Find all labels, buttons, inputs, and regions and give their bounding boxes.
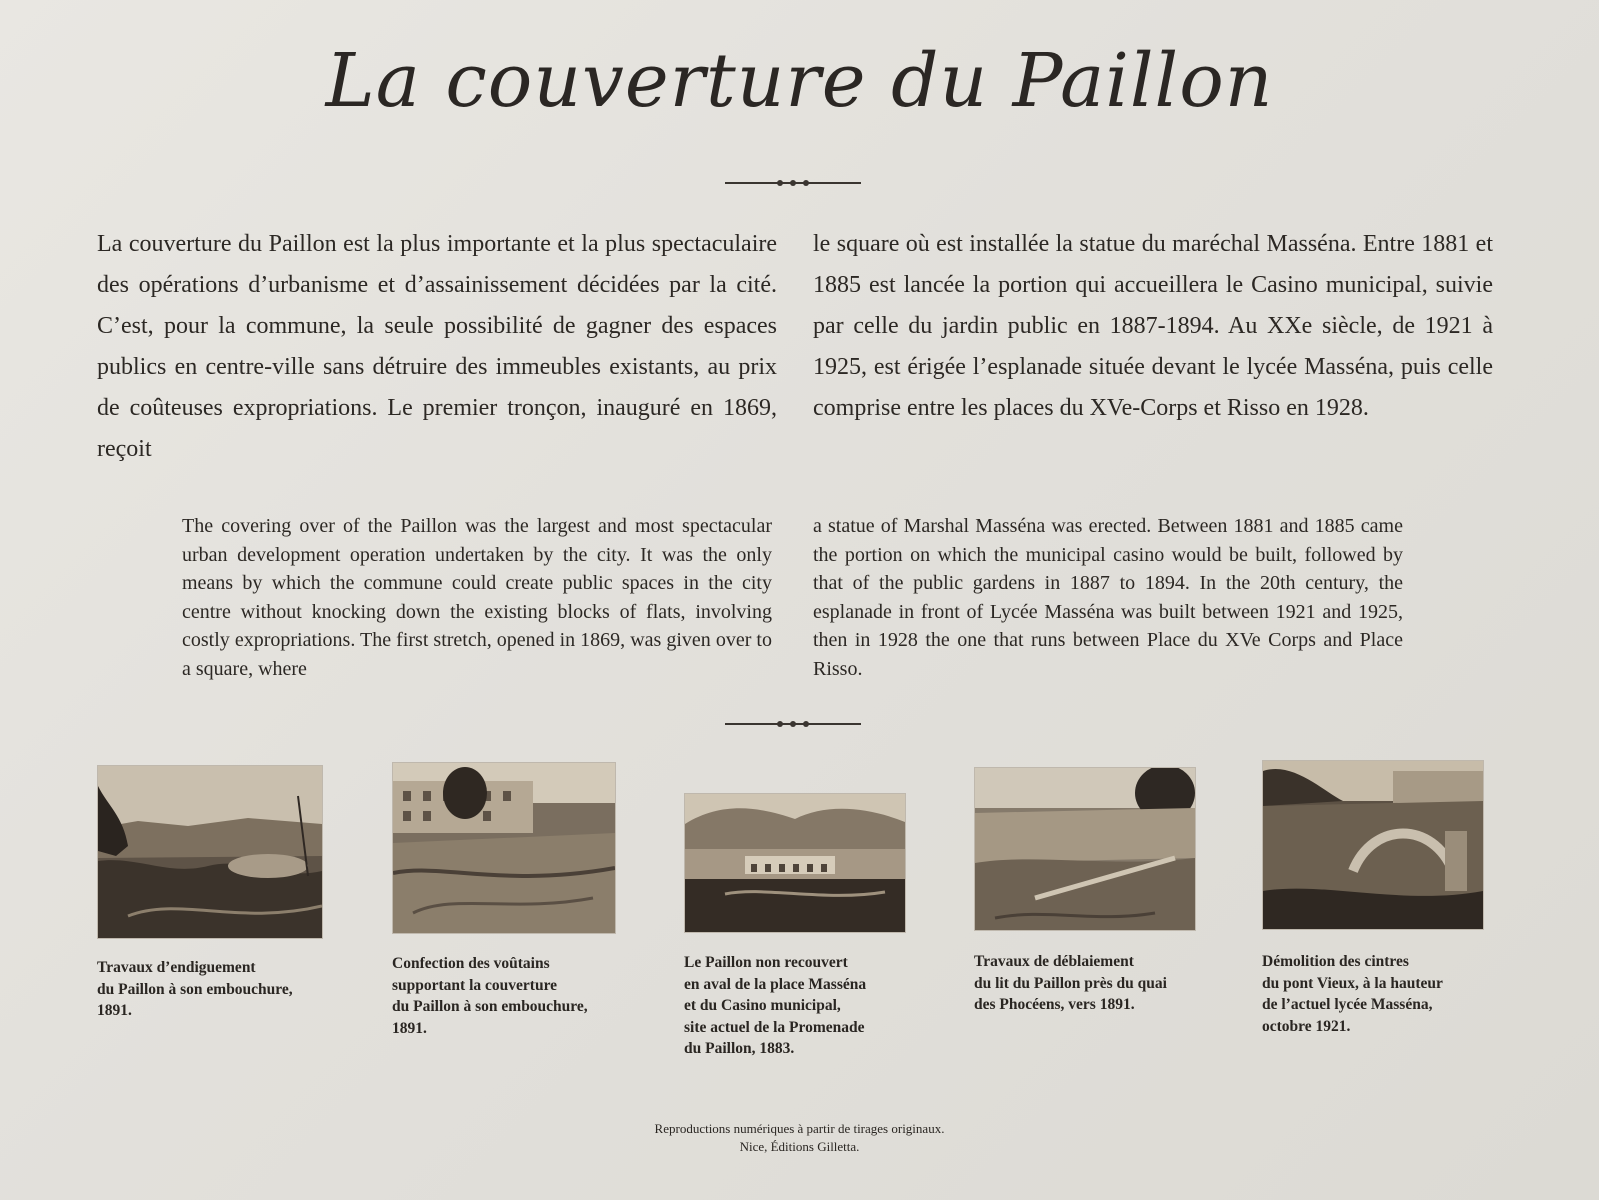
french-paragraph-2: le square où est installée la statue du maréchal Masséna. Entre 1881 et 1885 est lancée la portion qui accueillera le Casino municipal, suivie par celle du jardin public en 1887-1894. Au XXe siècle, de 1921 à 1925, est érigée l’esplanade située devant le lycée Masséna, puis celle comprise entre les places du XVe-Corps et Risso en 1928.	[813, 231, 1493, 421]
french-text-column-1	[97, 224, 777, 470]
photo-3-caption: Le Paillon non recouvert en aval de la place Masséna et du Casino municipal, site actuel de la Promenade du Paillon, 1883.	[684, 954, 867, 1057]
photo-2-vault-construction	[392, 762, 616, 934]
photo-5-caption: Démolition des cintres du pont Vieux, à la hauteur de l’actuel lycée Masséna, octobre 1921.	[1262, 953, 1443, 1035]
english-text-column-2	[813, 512, 1403, 683]
photo-credit	[0, 1120, 1599, 1156]
photo-1-caption: Travaux d’endiguement du Paillon à son embouchure, 1891.	[97, 959, 293, 1019]
ornament-divider-bottom	[725, 719, 861, 729]
english-paragraph-1: The covering over of the Paillon was the largest and most spectacular urban development operation undertaken by the city. It was the only means by which the commune could create public spaces in the city centre without knocking down the existing blocks of flats, involving costly expropriations. The first stretch, opened in 1869, was given over to a square, where	[182, 515, 772, 680]
photo-5-pont-vieux-demolition	[1262, 760, 1484, 930]
panel-title: La couverture du Paillon	[325, 38, 1274, 124]
photo-3-paillon-uncovered	[684, 793, 906, 933]
english-text-column-1	[182, 512, 772, 683]
photo-4-caption: Travaux de déblaiement du lit du Paillon près du quai des Phocéens, vers 1891.	[974, 953, 1167, 1013]
photo-1-river-embankment	[97, 765, 323, 939]
ornament-divider-top	[725, 178, 861, 188]
credit-line-1: Reproductions numériques à partir de tirages originaux.	[654, 1121, 945, 1136]
english-paragraph-2: a statue of Marshal Masséna was erected. Between 1881 and 1885 came the portion on which the municipal casino would be built, followed by that of the public gardens in 1887 to 1894. In the 20th century, the esplanade in front of Lycée Masséna was built between 1921 and 1925, then in 1928 the one that runs between Place du XVe Corps and Place Risso.	[813, 515, 1403, 680]
french-paragraph-1: La couverture du Paillon est la plus importante et la plus spectaculaire des opérations d’urbanisme et d’assainissement décidées par la cité. C’est, pour la commune, la seule possibilité de gagner des espaces publics en centre-ville sans détruire des immeubles existants, au prix de coûteuses expropriations. Le premier tronçon, inauguré en 1869, reçoit	[97, 231, 777, 462]
photo-2-caption: Confection des voûtains supportant la couverture du Paillon à son embouchure, 1891.	[392, 955, 588, 1037]
photo-4-riverbed-clearing	[974, 767, 1196, 931]
french-text-column-2	[813, 224, 1493, 429]
credit-line-2: Nice, Éditions Gilletta.	[739, 1139, 860, 1154]
